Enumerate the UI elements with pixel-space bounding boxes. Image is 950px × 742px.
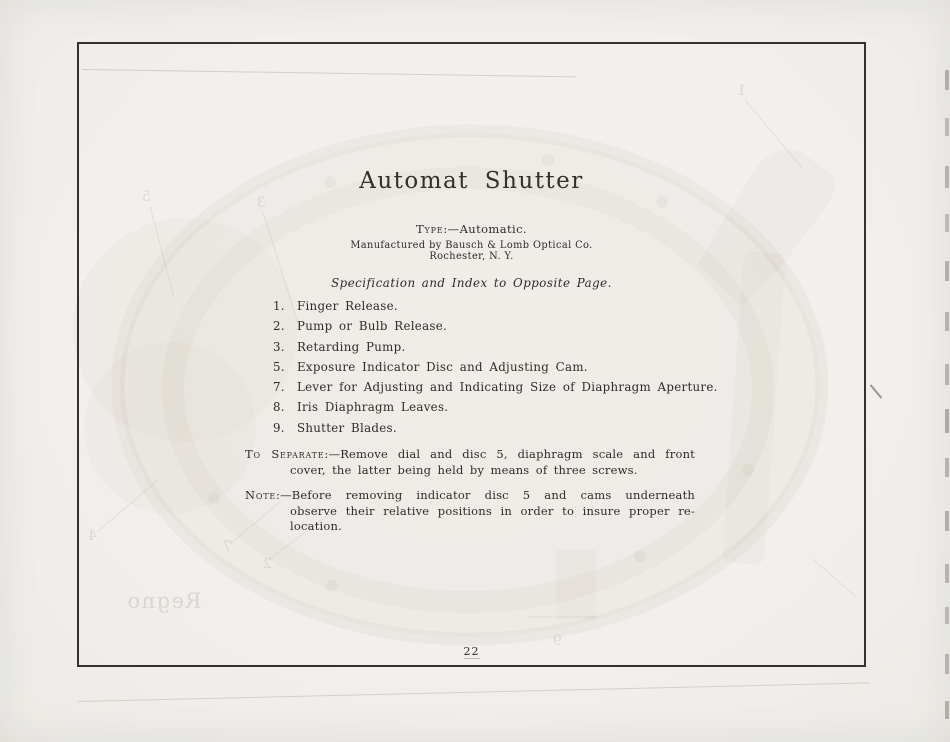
separate-paragraph <box>245 447 695 478</box>
type-line <box>79 222 864 236</box>
index-item-text: Lever for Adjusting and Indicating Size of Diaphragm Aperture. <box>297 380 718 395</box>
scan-edge-mark <box>945 458 949 477</box>
show-through-number: 3 <box>257 195 266 211</box>
page-border <box>77 42 866 667</box>
note-label: Note <box>245 488 276 502</box>
scan-edge-mark <box>945 166 949 188</box>
manufacturer-block <box>79 241 864 263</box>
scan-edge-mark <box>945 70 949 90</box>
page-number-value: 22 <box>463 645 480 658</box>
index-item-number: 3. <box>273 339 285 354</box>
index-item-text: Pump or Bulb Release. <box>297 319 448 334</box>
scan-edge-mark <box>945 364 949 385</box>
scan-edge-mark <box>945 409 949 433</box>
index-item-number: 5. <box>273 359 285 374</box>
show-through-number: 2 <box>263 556 272 572</box>
note-text: :—Before removing indicator disc 5 and cams underneath observe their relative positions in order to insure proper re-location. <box>276 488 695 534</box>
scan-edge-mark <box>945 564 949 583</box>
index-item <box>273 296 718 316</box>
scan-edge-mark <box>945 312 949 331</box>
scan-edge-mark <box>945 214 949 232</box>
index-item <box>273 357 718 377</box>
separate-label: To Separate <box>245 447 325 461</box>
scan-edge-mark <box>945 607 949 624</box>
index-item <box>273 418 718 438</box>
show-through-number: 9 <box>553 633 562 649</box>
show-through-number: 5 <box>142 189 151 205</box>
manufacturer-line: Manufactured by Bausch & Lomb Optical Co. <box>350 240 593 251</box>
scan-edge-mark <box>945 654 949 674</box>
index-item-number: 8. <box>273 400 285 415</box>
note-paragraph <box>245 488 695 535</box>
manufacturer-city-line: Rochester, N. Y. <box>429 250 514 262</box>
type-label: Type <box>416 222 444 236</box>
index-heading: Specification and Index to Opposite Page. <box>331 276 612 290</box>
index-item-text: Retarding Pump. <box>297 339 406 354</box>
show-through-number: 7 <box>223 539 232 555</box>
index-item-number: 2. <box>273 319 285 334</box>
index-item <box>273 377 718 397</box>
scan-edge-mark <box>945 118 949 136</box>
separate-text: :—Remove dial and disc 5, diaphragm scale and front cover, the latter being held by means of three screws. <box>290 447 696 477</box>
index-item-number: 7. <box>273 380 285 395</box>
page-number <box>79 645 864 658</box>
show-through-number: 4 <box>88 528 97 544</box>
index-item-number: 1. <box>273 299 285 313</box>
index-item <box>273 397 718 417</box>
scan-edge-mark <box>945 701 949 719</box>
page-title: Automat Shutter <box>359 168 584 194</box>
show-through-brand-text: Regno <box>126 589 202 613</box>
scan-edge-mark <box>945 261 949 281</box>
index-item-text: Shutter Blades. <box>297 420 397 435</box>
index-item-number: 9. <box>273 420 285 435</box>
scan-edge-mark <box>945 511 949 531</box>
index-item-text: Exposure Indicator Disc and Adjusting Cam. <box>297 359 588 374</box>
show-through-number: 1 <box>737 83 746 99</box>
index-item <box>273 337 718 357</box>
index-item-text: Finger Release. <box>297 299 398 313</box>
index-item <box>273 316 718 336</box>
index-list <box>273 296 718 438</box>
type-value: :—Automatic. <box>443 222 527 236</box>
index-item-text: Iris Diaphragm Leaves. <box>297 400 449 415</box>
